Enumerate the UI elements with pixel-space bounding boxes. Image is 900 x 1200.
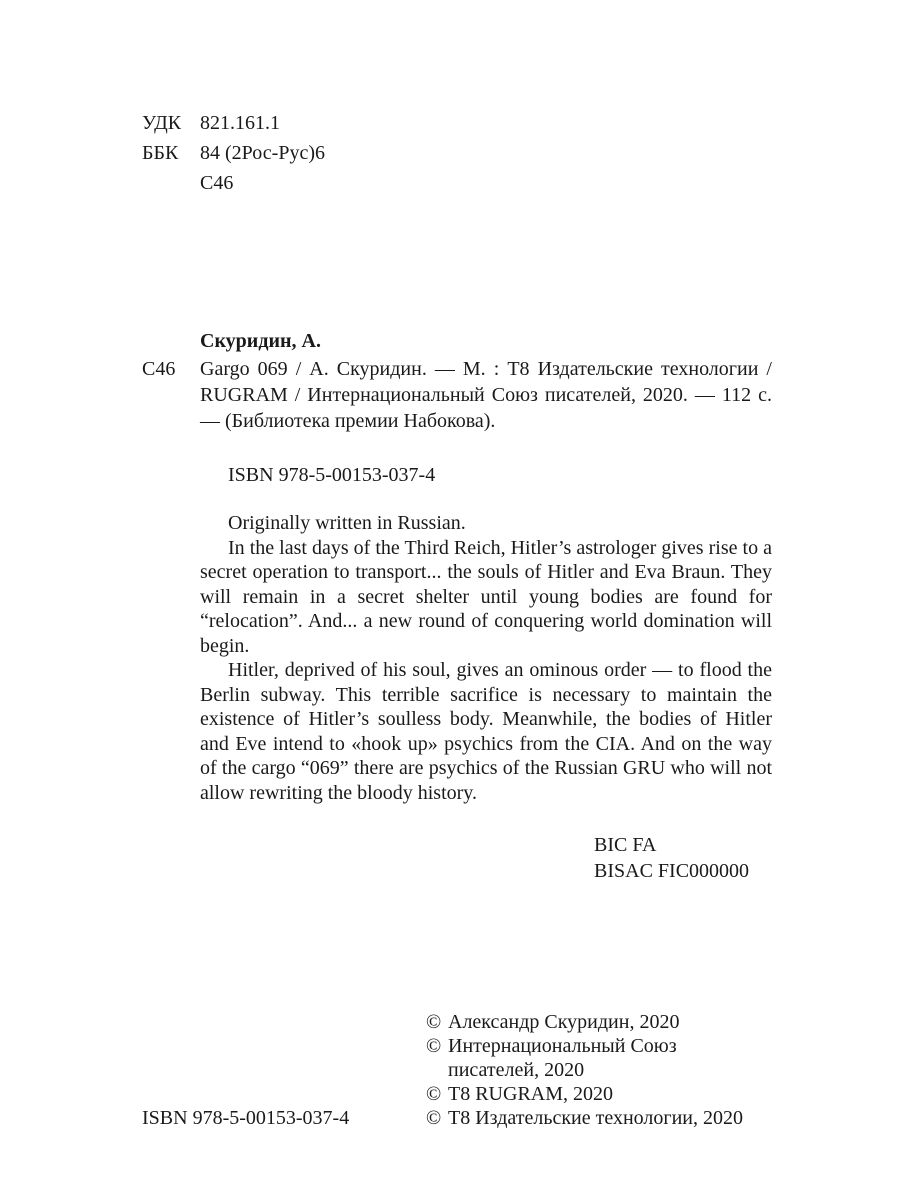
bbk-value: 84 (2Рос-Рус)6 bbox=[200, 142, 325, 164]
annotation-paragraph-2: In the last days of the Third Reich, Hitler’s astrologer gives rise to a secret operation to transport... the souls of Hitler and Eva Braun. They will remain in a secret shelter until young bodies are found for “relocation”. And... a new round of conquering world domination will begin. bbox=[200, 536, 772, 657]
bbk-row bbox=[142, 138, 325, 168]
udk-row bbox=[142, 108, 280, 138]
annotation bbox=[200, 511, 772, 805]
record-author: Скуридин, А. bbox=[200, 330, 321, 352]
record-isbn: ISBN 978-5-00153-037-4 bbox=[228, 464, 436, 486]
author-mark-top: С46 bbox=[200, 172, 234, 194]
bisac-code: BISAC FIC000000 bbox=[594, 860, 750, 882]
udk-label: УДК bbox=[142, 112, 182, 134]
bic-code: BIC FA bbox=[594, 834, 657, 856]
copyright-icon: © bbox=[426, 1107, 442, 1129]
bbk-label: ББК bbox=[142, 142, 179, 164]
copyright-text: Т8 RUGRAM, 2020 bbox=[448, 1083, 614, 1105]
copyright-item bbox=[426, 1082, 786, 1106]
copyright-text: Александр Скуридин, 2020 bbox=[448, 1011, 680, 1033]
copyright-icon: © bbox=[426, 1035, 442, 1057]
udk-value: 821.161.1 bbox=[200, 112, 280, 134]
copyright-item bbox=[426, 1010, 786, 1034]
copyright-text: Т8 Издательские технологии, 2020 bbox=[448, 1107, 744, 1129]
footer-isbn: ISBN 978-5-00153-037-4 bbox=[142, 1107, 350, 1129]
copyright-icon: © bbox=[426, 1083, 442, 1105]
copyright-icon: © bbox=[426, 1011, 442, 1033]
annotation-paragraph-1: Originally written in Russian. bbox=[228, 512, 466, 534]
record-author-mark: С46 bbox=[142, 358, 176, 380]
copyright-item bbox=[426, 1034, 718, 1082]
copyright-item bbox=[426, 1106, 786, 1130]
author-mark-row bbox=[142, 168, 233, 198]
copyright-block bbox=[426, 1010, 786, 1130]
record-description: Gargo 069 / А. Скуридин. — М. : Т8 Издательские технологии / RUGRAM / Интернациональный Союз писателей, 2020. — 112 с. — (Библиотека премии Набокова). bbox=[200, 358, 772, 432]
copyright-text: Интернациональный Союз писателей, 2020 bbox=[448, 1035, 677, 1081]
annotation-paragraph-3: Hitler, deprived of his soul, gives an ominous order — to flood the Berlin subway. This terrible sacrifice is necessary to maintain the existence of Hitler’s soulless body. Meanwhile, the bodies of Hitler and Eve intend to «hook up» psychics from the CIA. And on the way of the cargo “069” there are psychics of the Russian GRU who will not allow rewriting the bloody history. bbox=[200, 659, 772, 804]
